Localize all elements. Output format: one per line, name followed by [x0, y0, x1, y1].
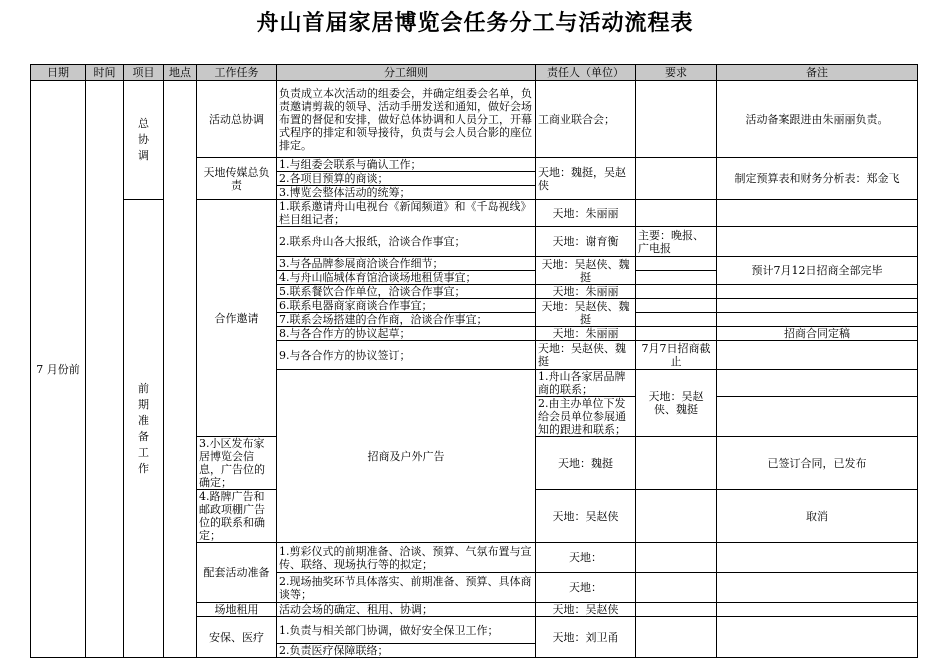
- detail-cell: 2.联系舟山各大报纸，洽谈合作事宜；: [277, 227, 536, 257]
- requirement-cell: 7月7日招商截止: [636, 341, 717, 370]
- detail-cell: 4.与舟山临城体育馆洽谈场地租赁事宜；: [277, 271, 536, 285]
- header-date: 日期: [31, 65, 86, 81]
- detail-cell: 9.与各合作方的协议签订；: [277, 341, 536, 370]
- detail-cell: 6.联系电器商家商谈合作事宜；: [277, 299, 536, 313]
- note-cell: 已签订合同，已发布: [717, 437, 918, 490]
- detail-cell: 5.联系餐饮合作单位，洽谈合作事宜；: [277, 285, 536, 299]
- requirement-cell: [636, 313, 717, 327]
- place-cell: [164, 81, 197, 658]
- requirement-cell: [636, 285, 717, 299]
- note-cell: [717, 285, 918, 299]
- detail-cell: 负责成立本次活动的组委会，并确定组委会名单，负责邀请剪裁的领导、活动手册发送和通知，做好会场布置的督促和安排，做好总体协调和人员分工，开幕式程序的排定和领导接待，负责与会人员合影的座位排定。: [277, 81, 536, 158]
- detail-cell: 7.联系会场搭建的合作商，洽谈合作事宜；: [277, 313, 536, 327]
- header-place: 地点: [164, 65, 197, 81]
- owner-cell: 天地：朱丽丽: [536, 285, 636, 299]
- note-cell: 活动备案跟进由朱丽丽负责。: [717, 81, 918, 158]
- note-cell: 制定预算表和财务分析表：郑金飞: [717, 158, 918, 200]
- owner-cell: 天地：谢育衡: [536, 227, 636, 257]
- note-cell: [717, 200, 918, 227]
- requirement-cell: [636, 200, 717, 227]
- detail-cell: 3.与各品牌参展商洽谈合作细节；: [277, 257, 536, 271]
- requirement-cell: [717, 370, 918, 397]
- note-cell: 取消: [717, 490, 918, 543]
- requirement-cell: [636, 271, 717, 285]
- owner-cell: 工商业联合会；: [536, 81, 636, 158]
- task-cell: 场地租用: [197, 603, 277, 617]
- header-owner: 责任人（单位）: [536, 65, 636, 81]
- owner-cell: 天地：魏挺，吴赵侠: [536, 158, 636, 200]
- task-cell: 天地传媒总负责: [197, 158, 277, 200]
- requirement-cell: [636, 327, 717, 341]
- owner-cell: 天地：刘卫甬: [536, 617, 636, 658]
- page-title: 舟山首届家居博览会任务分工与活动流程表: [256, 11, 694, 36]
- note-cell: 预计7月12日招商全部完毕: [717, 257, 918, 285]
- owner-cell: 天地：: [536, 573, 636, 603]
- requirement-cell: [636, 81, 717, 158]
- note-cell: [717, 313, 918, 327]
- time-cell: [86, 81, 124, 658]
- note-cell: 招商合同定稿: [717, 327, 918, 341]
- note-cell: [717, 573, 918, 603]
- owner-cell: 天地：朱丽丽: [536, 200, 636, 227]
- owner-cell: 天地：吴赵侠: [536, 603, 636, 617]
- owner-cell: 天地：吴赵侠、魏挺: [536, 341, 636, 370]
- requirement-cell: [636, 543, 717, 573]
- task-cell: 招商及户外广告: [277, 370, 536, 543]
- note-cell: [717, 543, 918, 573]
- owner-cell: 天地：吴赵侠、魏挺: [536, 299, 636, 327]
- requirement-cell: [636, 158, 717, 200]
- detail-cell: 8.与各合作方的协议起草；: [277, 327, 536, 341]
- header-task: 工作任务: [197, 65, 277, 81]
- requirement-cell: [636, 299, 717, 313]
- detail-cell: 1.剪彩仪式的前期准备、洽谈、预算、气氛布置与宣传、联络、现场执行等的拟定；: [277, 543, 536, 573]
- detail-cell: 4.路牌广告和邮政项棚广告位的联系和确定；: [197, 490, 277, 543]
- requirement-cell: [636, 437, 717, 490]
- requirement-cell: [636, 603, 717, 617]
- header-detail: 分工细则: [277, 65, 536, 81]
- detail-cell: 2.现场抽奖环节具体落实、前期准备、预算、具体商谈等；: [277, 573, 536, 603]
- date-cell: 7 月份前: [31, 81, 86, 658]
- note-cell: [717, 617, 918, 658]
- header-note: 备注: [717, 65, 918, 81]
- note-cell: [717, 603, 918, 617]
- owner-cell: 天地：吴赵侠: [536, 490, 636, 543]
- detail-cell: 3.博览会整体活动的统筹；: [277, 186, 536, 200]
- header-time: 时间: [86, 65, 124, 81]
- owner-cell: 天地：魏挺: [536, 437, 636, 490]
- owner-cell: 天地：朱丽丽: [536, 327, 636, 341]
- task-cell: 活动总协调: [197, 81, 277, 158]
- group-prep: 前 期 准 备 工 作: [124, 200, 164, 658]
- detail-cell: 1.与组委会联系与确认工作；: [277, 158, 536, 172]
- requirement-cell: [636, 617, 717, 658]
- detail-cell: 活动会场的确定、租用、协调；: [277, 603, 536, 617]
- header-row: [31, 65, 918, 81]
- requirement-cell: [717, 397, 918, 437]
- detail-cell: 2.各项目预算的商谈；: [277, 172, 536, 186]
- requirement-cell: [636, 257, 717, 271]
- requirement-cell: 主要：晚报、广电报: [636, 227, 717, 257]
- task-cell: 配套活动准备: [197, 543, 277, 603]
- detail-cell: 1.负责与相关部门协调，做好安全保卫工作；: [277, 617, 536, 644]
- detail-cell: 1.联系邀请舟山电视台《新闻频道》和《千岛视线》栏目组记者；: [277, 200, 536, 227]
- task-cell: 合作邀请: [197, 200, 277, 437]
- requirement-cell: [636, 490, 717, 543]
- note-cell: [717, 299, 918, 313]
- owner-cell: 天地：吴赵侠、魏挺: [536, 257, 636, 285]
- header-project: 项目: [124, 65, 164, 81]
- owner-cell: 天地：吴赵侠、魏挺: [636, 370, 717, 437]
- note-cell: [717, 227, 918, 257]
- requirement-cell: [636, 573, 717, 603]
- detail-cell: 2.负责医疗保障联络；: [277, 644, 536, 658]
- header-requirement: 要求: [636, 65, 717, 81]
- owner-cell: 天地：: [536, 543, 636, 573]
- table-row: [31, 81, 918, 158]
- group-general: 总 协 调: [124, 81, 164, 200]
- detail-cell: 2.由主办单位下发给会员单位参展通知的跟进和联系；: [536, 397, 636, 437]
- task-cell: 安保、医疗: [197, 617, 277, 658]
- task-table: [30, 64, 918, 658]
- detail-cell: 1.舟山各家居品牌商的联系；: [536, 370, 636, 397]
- detail-cell: 3.小区发布家居博览会信息，广告位的确定；: [197, 437, 277, 490]
- note-cell: [717, 341, 918, 370]
